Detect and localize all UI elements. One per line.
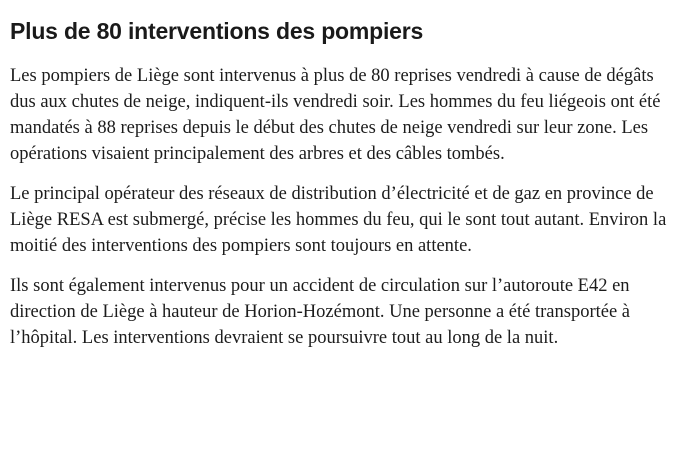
- article-paragraph-1: Les pompiers de Liège sont intervenus à plus de 80 reprises vendredi à cause de dégâts dus aux chutes de neige, indiquent-ils vendredi soir. Les hommes du feu liégeois ont été mandatés à 88 reprises depuis le début des chutes de neige vendredi sur leur zone. Les opérations visaient principalement des arbres et des câbles tombés.: [10, 66, 661, 164]
- article-headline: Plus de 80 interventions des pompiers: [10, 18, 424, 44]
- article-paragraph-2: Le principal opérateur des réseaux de distribution d’électricité et de gaz en province de Liège RESA est submergé, précise les hommes du feu, qui le sont tout autant. Environ la moitié des interventions des pompiers sont toujours en attente.: [10, 184, 667, 256]
- article-paragraph-3: Ils sont également intervenus pour un accident de circulation sur l’autoroute E42 en direction de Liège à hauteur de Horion-Hozémont. Une personne a été transportée à l’hôpital. Les interventions devraient se poursuivre tout au long de la nuit.: [10, 276, 631, 348]
- article: [10, 0, 674, 351]
